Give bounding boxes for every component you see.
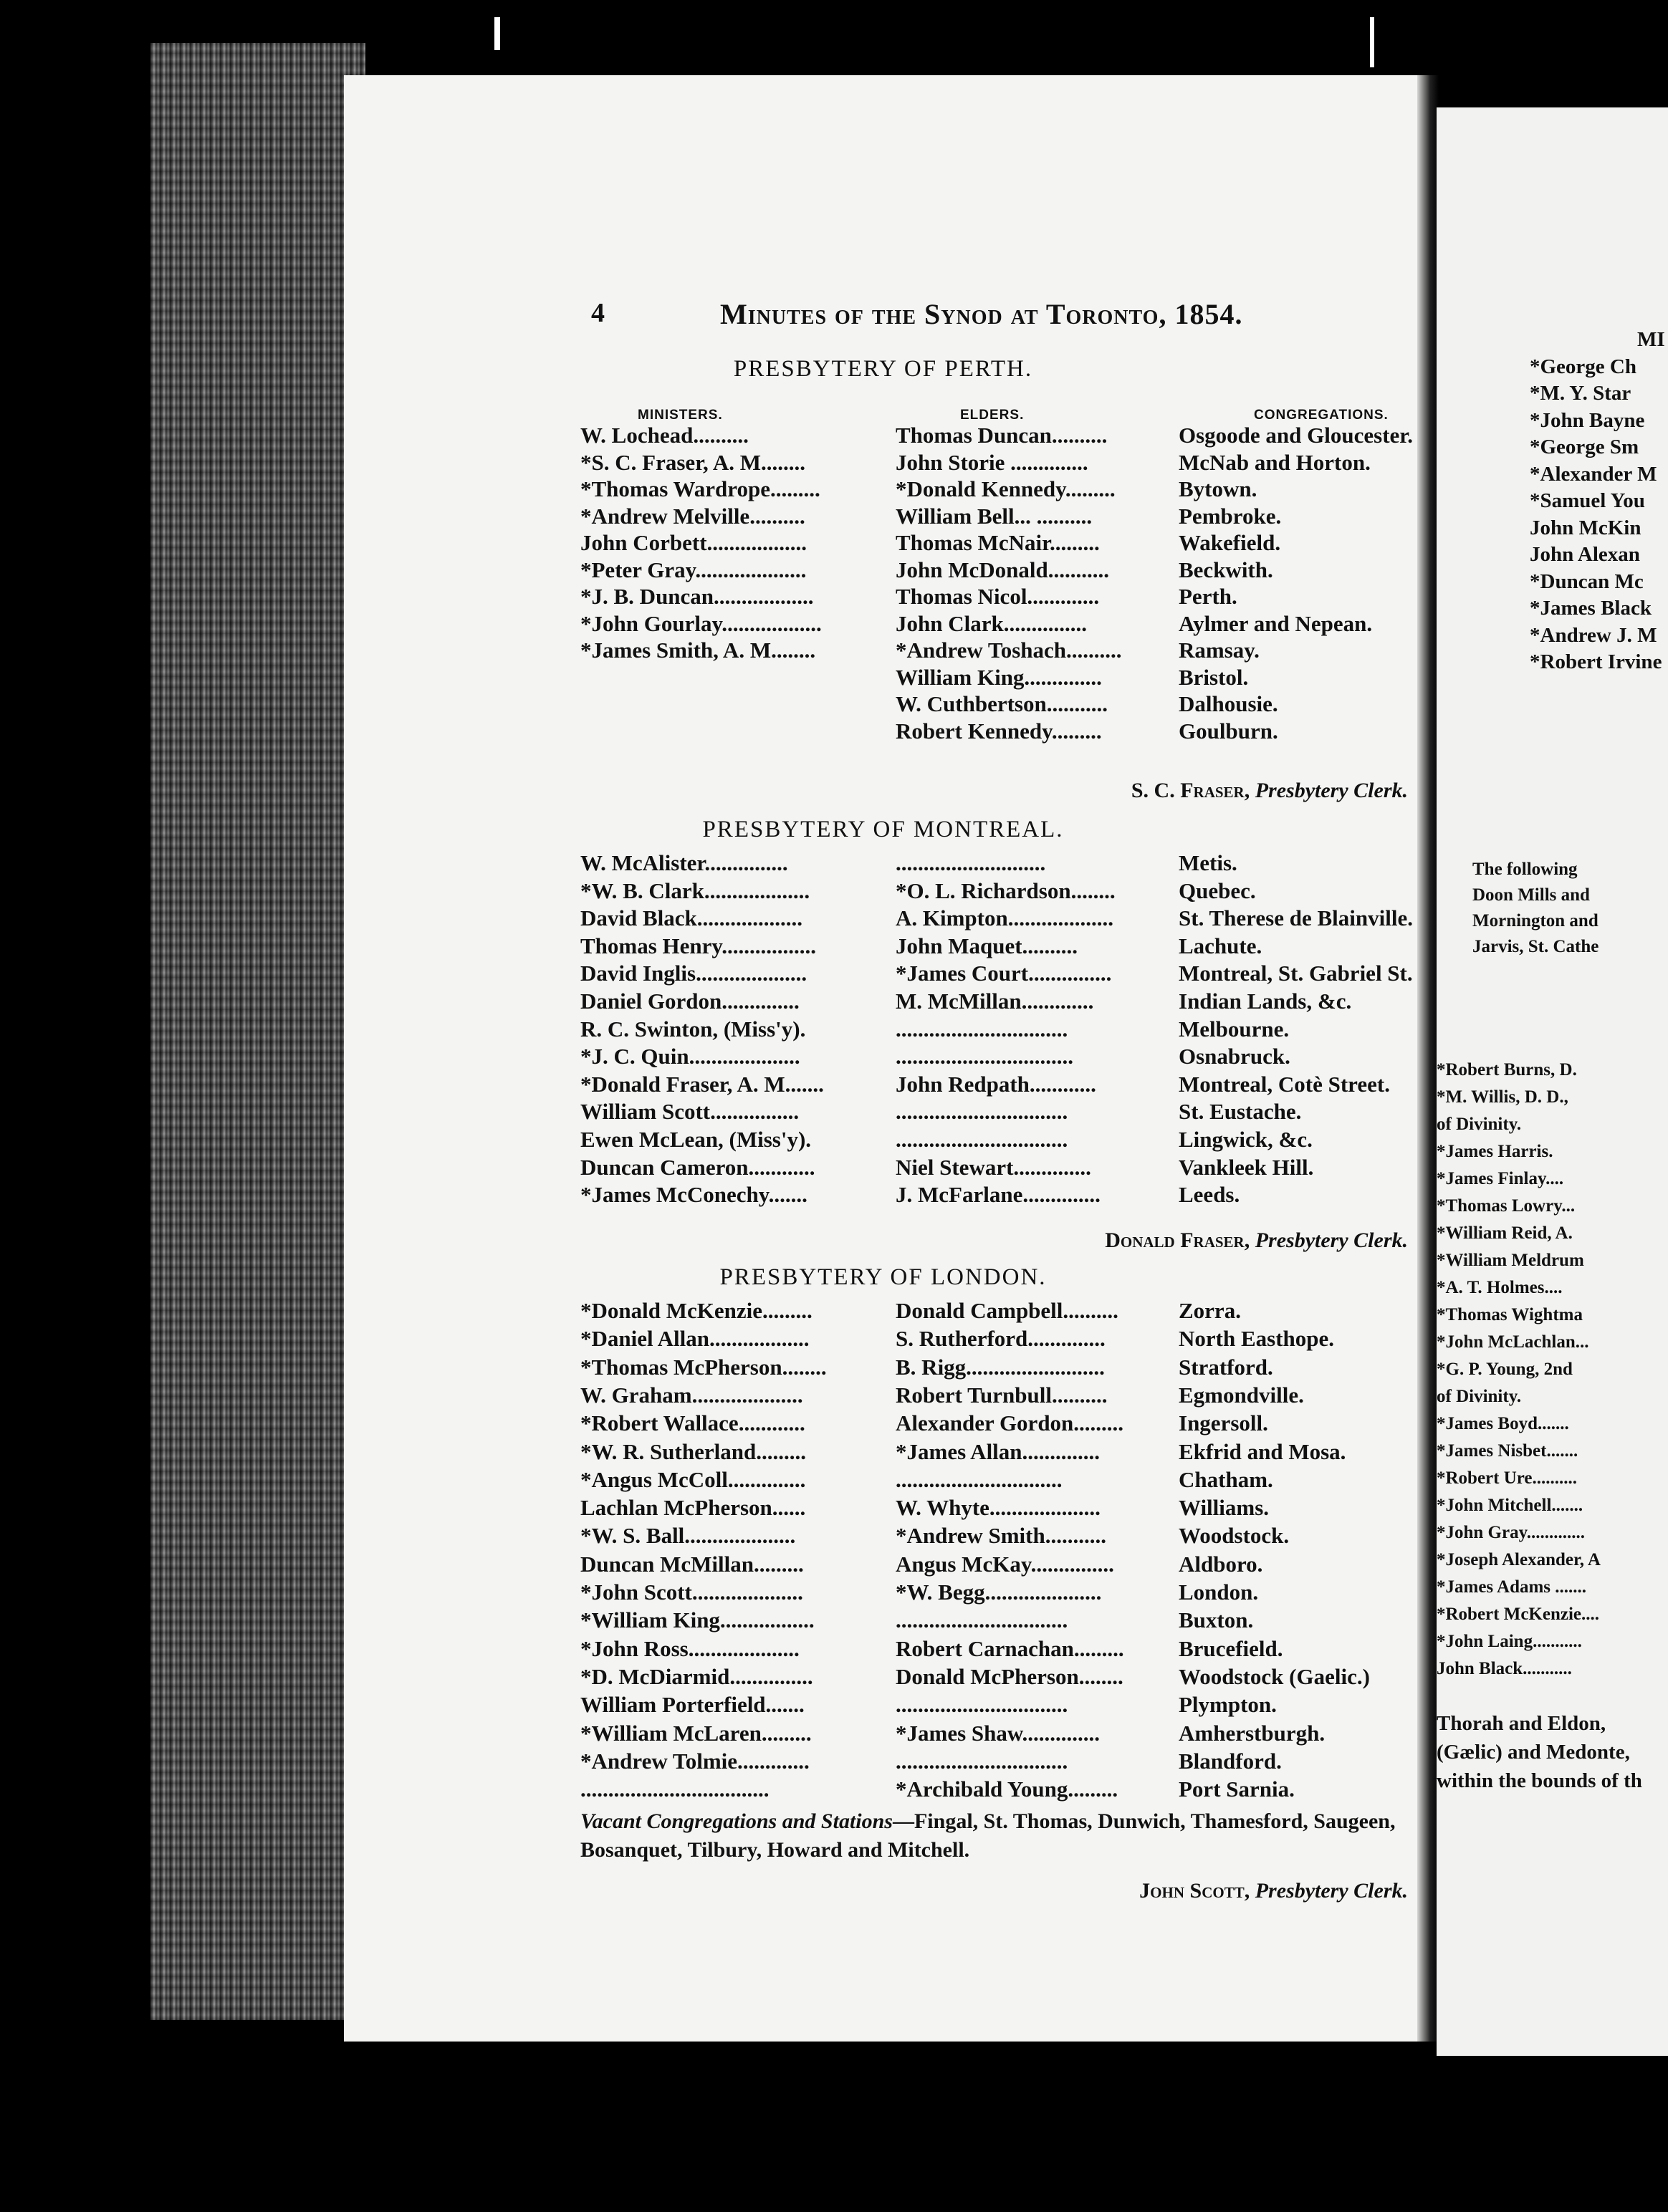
- table-row: [344, 1636, 1422, 1664]
- congregation-cell: Osnabruck.: [1179, 1044, 1290, 1069]
- facing-line: *Duncan Mc: [1530, 569, 1644, 593]
- facing-line: John Alexan: [1530, 543, 1640, 566]
- minister-cell: Thomas Henry.................: [580, 933, 816, 958]
- congregation-cell: Dalhousie.: [1179, 691, 1278, 716]
- congregation-cell: Quebec.: [1179, 877, 1256, 903]
- film-mark: [1370, 17, 1374, 67]
- table-row: [344, 1552, 1422, 1579]
- elder-cell: John Clark...............: [896, 610, 1087, 636]
- facing-line: *Robert McKenzie....: [1437, 1605, 1600, 1624]
- facing-line: *Joseph Alexander, A: [1437, 1550, 1601, 1569]
- minister-cell: *S. C. Fraser, A. M........: [580, 449, 805, 475]
- table-row: [344, 1579, 1422, 1607]
- facing-line: *Alexander M: [1530, 462, 1657, 486]
- congregation-cell: Vankleek Hill.: [1179, 1154, 1314, 1180]
- congregation-cell: Chatham.: [1179, 1466, 1273, 1492]
- facing-line: *M. Y. Star: [1530, 382, 1631, 405]
- facing-line: *Andrew J. M: [1530, 623, 1657, 647]
- facing-line: *John Bayne: [1530, 408, 1645, 432]
- table-row: [344, 638, 1422, 665]
- elder-cell: Thomas McNair.........: [896, 530, 1100, 555]
- elder-cell: John Maquet..........: [896, 933, 1078, 958]
- vacant-congregations: Vacant Congregations and Stations—Fingal, St. Thomas, Dunwich, Thamesford, Saugeen, Bosanquet, Tilbury, Howard and Mitchell.: [580, 1809, 1396, 1862]
- table-row: [344, 933, 1422, 961]
- congregation-cell: Egmondville.: [1179, 1382, 1304, 1408]
- elder-cell: William Bell... ..........: [896, 503, 1093, 529]
- minister-cell: *J. B. Duncan..................: [580, 584, 814, 609]
- table-row: [344, 850, 1422, 878]
- table-row: [344, 1298, 1422, 1326]
- table-row: [344, 905, 1422, 933]
- facing-page: [1437, 107, 1668, 2056]
- congregation-cell: Buxton.: [1179, 1607, 1254, 1633]
- elder-cell: *James Allan..............: [896, 1438, 1101, 1464]
- facing-line: John Black...........: [1437, 1659, 1572, 1678]
- minister-cell: *Daniel Allan..................: [580, 1326, 810, 1352]
- facing-line: *George Ch: [1530, 355, 1636, 378]
- elder-cell: Robert Kennedy.........: [896, 718, 1102, 744]
- table-row: [344, 1044, 1422, 1072]
- elder-cell: ...........................: [896, 850, 1046, 875]
- congregation-cell: Bristol.: [1179, 664, 1249, 690]
- minister-cell: *J. C. Quin....................: [580, 1044, 800, 1069]
- minister-cell: *Andrew Melville..........: [580, 503, 805, 529]
- congregation-cell: McNab and Horton.: [1179, 449, 1371, 475]
- table-row: [344, 1439, 1422, 1467]
- congregation-cell: Lachute.: [1179, 933, 1262, 958]
- facing-line: (Gælic) and Medonte,: [1437, 1741, 1630, 1764]
- table-row: [344, 1382, 1422, 1410]
- facing-line: *G. P. Young, 2nd: [1437, 1360, 1573, 1379]
- facing-line: MI: [1637, 328, 1665, 351]
- congregation-cell: Aldboro.: [1179, 1551, 1263, 1577]
- minister-cell: *Angus McColl..............: [580, 1466, 806, 1492]
- facing-line: *Thomas Lowry...: [1437, 1196, 1576, 1216]
- minister-cell: David Inglis....................: [580, 961, 807, 986]
- minister-cell: *Robert Wallace............: [580, 1410, 805, 1436]
- elder-cell: *Andrew Smith...........: [896, 1523, 1106, 1549]
- section-title-montreal: PRESBYTERY OF MONTREAL.: [702, 817, 1064, 842]
- facing-line: of Divinity.: [1437, 1387, 1522, 1406]
- elder-cell: J. McFarlane..............: [896, 1182, 1101, 1208]
- congregation-cell: Bytown.: [1179, 476, 1257, 501]
- table-row: [344, 1072, 1422, 1100]
- minister-cell: William Scott................: [580, 1099, 800, 1125]
- table-row: [344, 1326, 1422, 1354]
- congregation-cell: Wakefield.: [1179, 530, 1281, 555]
- congregation-cell: Zorra.: [1179, 1298, 1241, 1323]
- minister-cell: John Corbett..................: [580, 530, 807, 555]
- facing-line: *John Mitchell.......: [1437, 1496, 1583, 1515]
- congregation-cell: Williams.: [1179, 1495, 1270, 1521]
- congregation-cell: Port Sarnia.: [1179, 1776, 1295, 1802]
- facing-line: *William Meldrum: [1437, 1251, 1584, 1270]
- table-row: [344, 989, 1422, 1016]
- elder-cell: *Andrew Toshach..........: [896, 638, 1122, 663]
- congregation-cell: Perth.: [1179, 584, 1237, 609]
- minister-cell: *W. R. Sutherland.........: [580, 1438, 806, 1464]
- section-title-london: PRESBYTERY OF LONDON.: [719, 1264, 1047, 1290]
- congregation-cell: St. Eustache.: [1179, 1099, 1302, 1125]
- minister-cell: *James McConechy.......: [580, 1182, 807, 1208]
- elder-cell: Robert Carnachan.........: [896, 1635, 1124, 1661]
- elder-cell: ...............................: [896, 1099, 1068, 1125]
- facing-line: *George Sm: [1530, 436, 1639, 458]
- facing-line: *Robert Irvine: [1530, 650, 1662, 673]
- table-row: [344, 691, 1422, 719]
- congregation-cell: Stratford.: [1179, 1354, 1273, 1380]
- table-row: [344, 423, 1422, 451]
- facing-line: *James Finlay....: [1437, 1169, 1564, 1188]
- facing-line: Jarvis, St. Cathe: [1472, 937, 1599, 956]
- facing-line: *James Black: [1530, 597, 1652, 620]
- facing-line: *Robert Burns, D.: [1437, 1060, 1577, 1079]
- congregation-cell: Ekfrid and Mosa.: [1179, 1438, 1346, 1464]
- congregation-cell: Montreal, Cotè Street.: [1179, 1071, 1390, 1097]
- minister-cell: Lachlan McPherson......: [580, 1495, 806, 1521]
- film-mark: [494, 17, 500, 50]
- column-header-ministers: MINISTERS.: [638, 408, 723, 423]
- elder-cell: Robert Turnbull..........: [896, 1382, 1108, 1408]
- congregation-cell: Beckwith.: [1179, 557, 1273, 582]
- london-clerk: John Scott, Presbytery Clerk.: [1139, 1879, 1408, 1903]
- left-page: [344, 75, 1422, 2042]
- congregation-cell: Osgoode and Gloucester.: [1179, 423, 1413, 448]
- elder-cell: ...............................: [896, 1127, 1068, 1152]
- table-row: [344, 611, 1422, 639]
- minister-cell: *Thomas McPherson........: [580, 1354, 827, 1380]
- elder-cell: ...............................: [896, 1692, 1068, 1718]
- minister-cell: *Peter Gray....................: [580, 557, 807, 582]
- elder-cell: John McDonald...........: [896, 557, 1109, 582]
- minister-cell: W. Graham....................: [580, 1382, 803, 1408]
- minister-cell: Duncan Cameron............: [580, 1154, 815, 1180]
- minister-cell: R. C. Swinton, (Miss'y).: [580, 1016, 806, 1042]
- table-row: [344, 450, 1422, 478]
- congregation-cell: Melbourne.: [1179, 1016, 1290, 1042]
- table-row: [344, 1607, 1422, 1635]
- elder-cell: Donald McPherson........: [896, 1663, 1123, 1689]
- table-row: [344, 1523, 1422, 1551]
- elder-cell: Donald Campbell..........: [896, 1298, 1118, 1323]
- table-row: [344, 1692, 1422, 1720]
- minister-cell: *John Scott....................: [580, 1579, 803, 1605]
- congregation-cell: Woodstock.: [1179, 1523, 1290, 1549]
- elder-cell: *James Court...............: [896, 961, 1112, 986]
- elder-cell: John Redpath............: [896, 1071, 1096, 1097]
- minister-cell: ..................................: [580, 1776, 770, 1802]
- minister-cell: *D. McDiarmid...............: [580, 1663, 813, 1689]
- facing-line: of Divinity.: [1437, 1115, 1522, 1134]
- elder-cell: ...............................: [896, 1748, 1068, 1774]
- minister-cell: *Donald Fraser, A. M.......: [580, 1071, 824, 1097]
- table-row: [344, 1155, 1422, 1183]
- page-number: 4: [591, 298, 605, 328]
- minister-cell: Duncan McMillan.........: [580, 1551, 804, 1577]
- facing-line: Thorah and Eldon,: [1437, 1712, 1606, 1735]
- table-row: [344, 504, 1422, 532]
- minister-cell: *John Ross....................: [580, 1635, 800, 1661]
- column-header-elders: ELDERS.: [960, 408, 1025, 423]
- congregation-cell: Brucefield.: [1179, 1635, 1283, 1661]
- table-row: [344, 557, 1422, 585]
- minister-cell: *William McLaren.........: [580, 1720, 812, 1746]
- minister-cell: Ewen McLean, (Miss'y).: [580, 1127, 812, 1152]
- perth-clerk: S. C. Fraser, Presbytery Clerk.: [1131, 779, 1408, 802]
- minister-cell: William Porterfield.......: [580, 1692, 805, 1718]
- facing-line: *James Adams .......: [1437, 1577, 1587, 1597]
- minister-cell: David Black...................: [580, 905, 803, 931]
- minister-cell: Daniel Gordon..............: [580, 989, 800, 1014]
- facing-line: *John McLachlan...: [1437, 1332, 1589, 1352]
- elder-cell: ................................: [896, 1044, 1073, 1069]
- elder-cell: W. Cuthbertson...........: [896, 691, 1108, 716]
- elder-cell: ...............................: [896, 1607, 1068, 1633]
- congregation-cell: Aylmer and Nepean.: [1179, 610, 1373, 636]
- table-row: [344, 1410, 1422, 1438]
- facing-line: *John Laing...........: [1437, 1632, 1582, 1651]
- elder-cell: Angus McKay...............: [896, 1551, 1114, 1577]
- elder-cell: *O. L. Richardson........: [896, 877, 1116, 903]
- congregation-cell: Goulburn.: [1179, 718, 1278, 744]
- elder-cell: Alexander Gordon.........: [896, 1410, 1124, 1436]
- table-row: [344, 1749, 1422, 1776]
- congregation-cell: Ingersoll.: [1179, 1410, 1268, 1436]
- table-row: [344, 718, 1422, 746]
- table-row: [344, 476, 1422, 504]
- table-row: [344, 1099, 1422, 1127]
- minister-cell: *John Gourlay..................: [580, 610, 822, 636]
- table-row: [344, 665, 1422, 693]
- minister-cell: *Thomas Wardrope.........: [580, 476, 820, 501]
- facing-line: within the bounds of th: [1437, 1769, 1642, 1792]
- table-row: [344, 584, 1422, 612]
- facing-line: *Samuel You: [1530, 489, 1645, 512]
- minister-cell: *James Smith, A. M........: [580, 638, 816, 663]
- minister-cell: *William King.................: [580, 1607, 815, 1633]
- minister-cell: *W. S. Ball....................: [580, 1523, 796, 1549]
- minister-cell: *Andrew Tolmie.............: [580, 1748, 810, 1774]
- elder-cell: *James Shaw..............: [896, 1720, 1101, 1746]
- elder-cell: ..............................: [896, 1466, 1063, 1492]
- facing-line: Mornington and: [1472, 911, 1598, 931]
- congregation-cell: Amherstburgh.: [1179, 1720, 1326, 1746]
- table-row: [344, 961, 1422, 989]
- elder-cell: S. Rutherford..............: [896, 1326, 1106, 1352]
- facing-line: *A. T. Holmes....: [1437, 1278, 1563, 1297]
- facing-line: *James Boyd.......: [1437, 1414, 1569, 1433]
- table-row: [344, 1016, 1422, 1044]
- elder-cell: ...............................: [896, 1016, 1068, 1042]
- facing-line: *John Gray.............: [1437, 1523, 1585, 1542]
- congregation-cell: Lingwick, &c.: [1179, 1127, 1313, 1152]
- minister-cell: W. Lochead..........: [580, 423, 749, 448]
- table-row: [344, 1467, 1422, 1495]
- facing-line: *James Harris.: [1437, 1142, 1553, 1161]
- congregation-cell: Leeds.: [1179, 1182, 1240, 1208]
- elder-cell: M. McMillan.............: [896, 989, 1094, 1014]
- facing-line: *Thomas Wightma: [1437, 1305, 1583, 1324]
- congregation-cell: Woodstock (Gaelic.): [1179, 1663, 1370, 1689]
- congregation-cell: Indian Lands, &c.: [1179, 989, 1352, 1014]
- elder-cell: Thomas Duncan..........: [896, 423, 1108, 448]
- running-title: Minutes of the Synod at Toronto, 1854.: [720, 298, 1243, 330]
- congregation-cell: North Easthope.: [1179, 1326, 1335, 1352]
- table-row: [344, 1721, 1422, 1749]
- book-page-edges: [150, 43, 365, 2020]
- montreal-clerk: Donald Fraser, Presbytery Clerk.: [1105, 1228, 1408, 1252]
- minister-cell: *W. B. Clark...................: [580, 877, 810, 903]
- facing-line: *William Reid, A.: [1437, 1223, 1573, 1243]
- minister-cell: W. McAlister...............: [580, 850, 788, 875]
- facing-line: The following: [1472, 860, 1578, 879]
- elder-cell: *Donald Kennedy.........: [896, 476, 1116, 501]
- elder-cell: B. Rigg.........................: [896, 1354, 1105, 1380]
- elder-cell: *W. Begg.....................: [896, 1579, 1102, 1605]
- congregation-cell: Metis.: [1179, 850, 1237, 875]
- facing-line: Doon Mills and: [1472, 885, 1590, 905]
- facing-line: *James Nisbet.......: [1437, 1441, 1578, 1461]
- table-row: [344, 1127, 1422, 1155]
- elder-cell: John Storie ..............: [896, 449, 1088, 475]
- facing-line: John McKin: [1530, 516, 1641, 539]
- congregation-cell: Ramsay.: [1179, 638, 1260, 663]
- table-row: [344, 1182, 1422, 1210]
- congregation-cell: London.: [1179, 1579, 1259, 1605]
- column-header-congregations: CONGREGATIONS.: [1254, 408, 1389, 423]
- table-row: [344, 1664, 1422, 1692]
- congregation-cell: Pembroke.: [1179, 503, 1282, 529]
- congregation-cell: St. Therese de Blainville.: [1179, 905, 1413, 931]
- book-gutter: [1417, 75, 1439, 2042]
- congregation-cell: Blandford.: [1179, 1748, 1282, 1774]
- minister-cell: *Donald McKenzie.........: [580, 1298, 813, 1323]
- facing-line: *Robert Ure..........: [1437, 1468, 1578, 1488]
- table-row: [344, 878, 1422, 906]
- congregation-cell: Montreal, St. Gabriel St.: [1179, 961, 1413, 986]
- congregation-cell: Plympton.: [1179, 1692, 1277, 1718]
- elder-cell: A. Kimpton...................: [896, 905, 1113, 931]
- table-row: [344, 530, 1422, 558]
- elder-cell: William King..............: [896, 664, 1102, 690]
- elder-cell: Niel Stewart..............: [896, 1154, 1091, 1180]
- elder-cell: Thomas Nicol.............: [896, 584, 1100, 609]
- facing-line: *M. Willis, D. D.,: [1437, 1087, 1568, 1107]
- table-row: [344, 1495, 1422, 1523]
- table-row: [344, 1355, 1422, 1382]
- elder-cell: W. Whyte....................: [896, 1495, 1101, 1521]
- table-row: [344, 1776, 1422, 1804]
- section-title-perth: PRESBYTERY OF PERTH.: [733, 356, 1033, 382]
- elder-cell: *Archibald Young.........: [896, 1776, 1118, 1802]
